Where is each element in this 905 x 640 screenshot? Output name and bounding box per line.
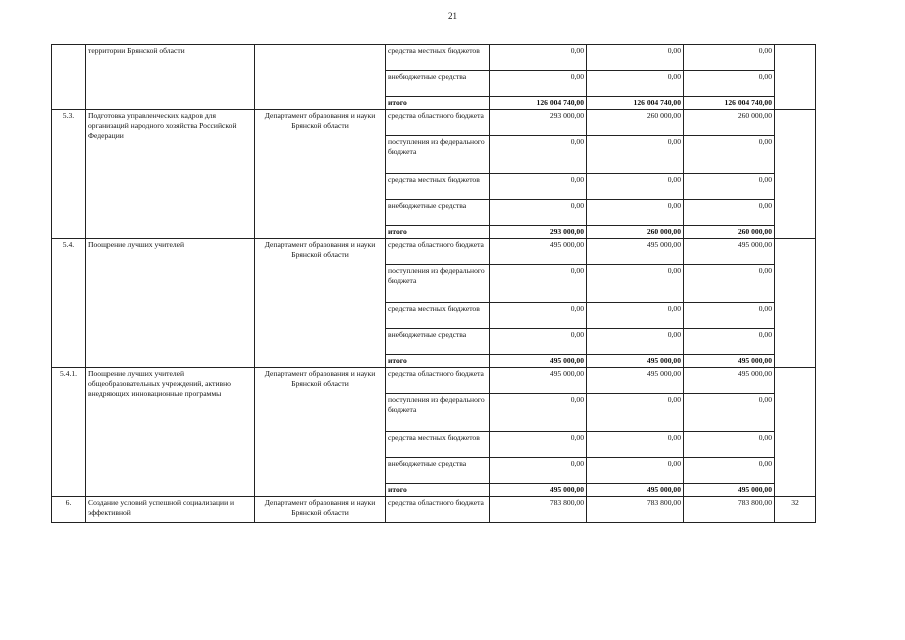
amount-year-1: 293 000,00 xyxy=(490,226,587,239)
item-name: Подготовка управленческих кадров для организаций народного хозяйства Российской Федерации xyxy=(86,110,255,239)
funding-source: средства областного бюджета xyxy=(386,368,490,394)
funding-source: средства местных бюджетов xyxy=(386,174,490,200)
funding-source: средства областного бюджета xyxy=(386,239,490,265)
amount-year-3: 0,00 xyxy=(684,432,775,458)
item-name: Создание условий успешной социализации и эффективной xyxy=(86,497,255,523)
amount-year-3: 260 000,00 xyxy=(684,110,775,136)
funding-source: поступления из федерального бюджета xyxy=(386,136,490,174)
amount-year-1: 495 000,00 xyxy=(490,368,587,394)
indicator-cell xyxy=(775,368,816,497)
responsible-executor: Департамент образования и науки Брянской области xyxy=(255,497,386,523)
amount-year-2: 0,00 xyxy=(587,71,684,97)
responsible-executor xyxy=(255,45,386,110)
amount-year-3: 0,00 xyxy=(684,174,775,200)
amount-year-1: 0,00 xyxy=(490,458,587,484)
amount-year-1: 0,00 xyxy=(490,265,587,303)
indicator-cell xyxy=(775,239,816,368)
funding-source: внебюджетные средства xyxy=(386,329,490,355)
funding-source: внебюджетные средства xyxy=(386,71,490,97)
page-number: 21 xyxy=(448,11,457,21)
budget-table xyxy=(51,44,816,523)
amount-year-3: 0,00 xyxy=(684,265,775,303)
amount-year-1: 495 000,00 xyxy=(490,355,587,368)
item-number xyxy=(52,45,86,110)
amount-year-2: 0,00 xyxy=(587,45,684,71)
amount-year-2: 0,00 xyxy=(587,174,684,200)
indicator-cell xyxy=(775,110,816,239)
item-name: Поощрение лучших учителей xyxy=(86,239,255,368)
indicator-cell xyxy=(775,45,816,110)
amount-year-2: 0,00 xyxy=(587,265,684,303)
item-name: Поощрение лучших учителей общеобразовательных учреждений, активно внедряющих инновационные программы xyxy=(86,368,255,497)
amount-year-2: 495 000,00 xyxy=(587,368,684,394)
amount-year-2: 0,00 xyxy=(587,200,684,226)
table-row xyxy=(52,110,816,136)
amount-year-3: 0,00 xyxy=(684,71,775,97)
amount-year-1: 495 000,00 xyxy=(490,239,587,265)
responsible-executor: Департамент образования и науки Брянской области xyxy=(255,110,386,239)
amount-year-3: 783 800,00 xyxy=(684,497,775,523)
item-number: 6. xyxy=(52,497,86,523)
amount-year-1: 0,00 xyxy=(490,303,587,329)
funding-source: внебюджетные средства xyxy=(386,458,490,484)
amount-year-2: 0,00 xyxy=(587,303,684,329)
amount-year-2: 495 000,00 xyxy=(587,355,684,368)
amount-year-2: 0,00 xyxy=(587,394,684,432)
amount-year-1: 0,00 xyxy=(490,200,587,226)
funding-source: внебюджетные средства xyxy=(386,200,490,226)
amount-year-2: 260 000,00 xyxy=(587,226,684,239)
item-number: 5.4. xyxy=(52,239,86,368)
amount-year-3: 0,00 xyxy=(684,45,775,71)
amount-year-2: 495 000,00 xyxy=(587,239,684,265)
funding-source: итого xyxy=(386,226,490,239)
amount-year-1: 0,00 xyxy=(490,71,587,97)
amount-year-1: 0,00 xyxy=(490,329,587,355)
funding-source: итого xyxy=(386,355,490,368)
amount-year-1: 783 800,00 xyxy=(490,497,587,523)
table-row xyxy=(52,497,816,523)
funding-source: итого xyxy=(386,484,490,497)
responsible-executor: Департамент образования и науки Брянской области xyxy=(255,239,386,368)
item-number: 5.4.1. xyxy=(52,368,86,497)
amount-year-2: 0,00 xyxy=(587,432,684,458)
amount-year-1: 0,00 xyxy=(490,394,587,432)
amount-year-2: 260 000,00 xyxy=(587,110,684,136)
funding-source: поступления из федерального бюджета xyxy=(386,394,490,432)
funding-source: средства местных бюджетов xyxy=(386,303,490,329)
funding-source: средства областного бюджета xyxy=(386,110,490,136)
funding-source: средства местных бюджетов xyxy=(386,45,490,71)
amount-year-2: 126 004 740,00 xyxy=(587,97,684,110)
amount-year-1: 495 000,00 xyxy=(490,484,587,497)
item-number: 5.3. xyxy=(52,110,86,239)
table-row xyxy=(52,239,816,265)
amount-year-2: 783 800,00 xyxy=(587,497,684,523)
funding-source: итого xyxy=(386,97,490,110)
indicator-cell: 32 xyxy=(775,497,816,523)
amount-year-3: 260 000,00 xyxy=(684,226,775,239)
amount-year-2: 0,00 xyxy=(587,329,684,355)
amount-year-1: 0,00 xyxy=(490,174,587,200)
amount-year-1: 0,00 xyxy=(490,432,587,458)
amount-year-1: 0,00 xyxy=(490,136,587,174)
table-row xyxy=(52,45,816,71)
amount-year-3: 0,00 xyxy=(684,329,775,355)
table-row xyxy=(52,368,816,394)
funding-source: поступления из федерального бюджета xyxy=(386,265,490,303)
amount-year-3: 0,00 xyxy=(684,136,775,174)
amount-year-3: 0,00 xyxy=(684,458,775,484)
responsible-executor: Департамент образования и науки Брянской области xyxy=(255,368,386,497)
amount-year-3: 126 004 740,00 xyxy=(684,97,775,110)
amount-year-3: 495 000,00 xyxy=(684,484,775,497)
amount-year-2: 495 000,00 xyxy=(587,484,684,497)
amount-year-3: 0,00 xyxy=(684,200,775,226)
amount-year-3: 0,00 xyxy=(684,303,775,329)
funding-source: средства местных бюджетов xyxy=(386,432,490,458)
funding-source: средства областного бюджета xyxy=(386,497,490,523)
item-name: территории Брянской области xyxy=(86,45,255,110)
amount-year-3: 0,00 xyxy=(684,394,775,432)
amount-year-2: 0,00 xyxy=(587,458,684,484)
amount-year-1: 293 000,00 xyxy=(490,110,587,136)
amount-year-2: 0,00 xyxy=(587,136,684,174)
amount-year-1: 0,00 xyxy=(490,45,587,71)
amount-year-3: 495 000,00 xyxy=(684,355,775,368)
amount-year-1: 126 004 740,00 xyxy=(490,97,587,110)
amount-year-3: 495 000,00 xyxy=(684,368,775,394)
amount-year-3: 495 000,00 xyxy=(684,239,775,265)
